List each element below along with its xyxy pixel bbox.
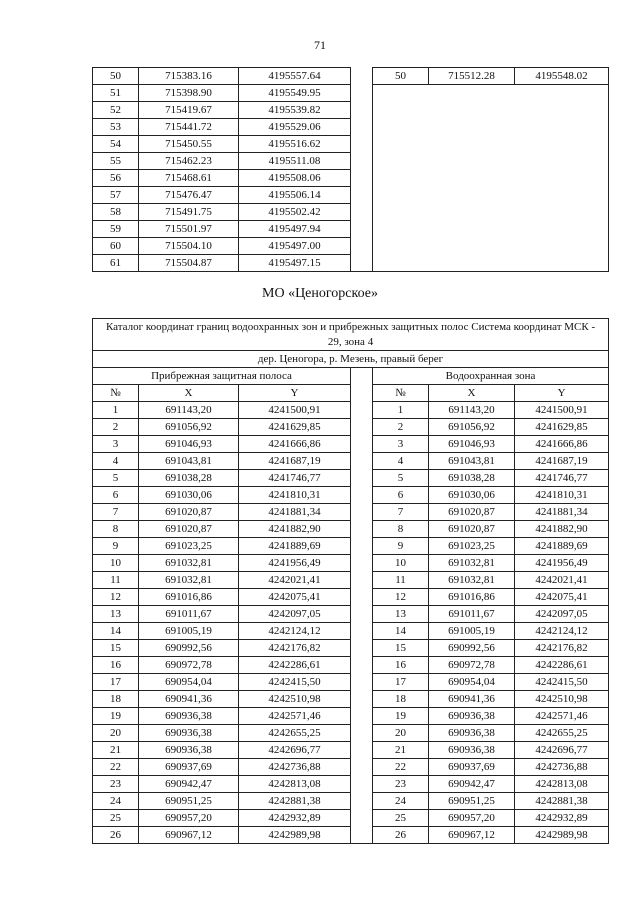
table-row	[93, 589, 609, 606]
left-point-x: 690967,12	[139, 827, 239, 844]
left-point-y: 4242286,61	[239, 657, 351, 674]
right-point-y: 4242813,08	[515, 776, 609, 793]
table-row	[93, 759, 609, 776]
right-header-y: Y	[515, 385, 609, 402]
right-point-y: 4242286,61	[515, 657, 609, 674]
left-point-y: 4242696,77	[239, 742, 351, 759]
table-row	[93, 793, 609, 810]
left-point-num: 4	[93, 453, 139, 470]
right-point-x: 691143,20	[429, 402, 515, 419]
right-point-x: 690936,38	[429, 742, 515, 759]
left-point-num: 53	[93, 119, 139, 136]
left-point-y: 4242813,08	[239, 776, 351, 793]
column-gap	[351, 742, 373, 759]
right-point-num: 13	[373, 606, 429, 623]
column-gap	[351, 759, 373, 776]
table-row	[93, 776, 609, 793]
table-row	[93, 504, 609, 521]
left-point-y: 4195502.42	[239, 204, 351, 221]
right-point-y: 4242075,41	[515, 589, 609, 606]
left-point-x: 690954,04	[139, 674, 239, 691]
right-header-num: №	[373, 385, 429, 402]
left-point-y: 4195516.62	[239, 136, 351, 153]
table-row	[93, 402, 609, 419]
left-point-y: 4241687,19	[239, 453, 351, 470]
right-block-title: Водоохранная зона	[373, 368, 609, 385]
right-point-num: 18	[373, 691, 429, 708]
catalog-location: дер. Ценогора, р. Мезень, правый берег	[93, 351, 609, 368]
left-point-y: 4242124,12	[239, 623, 351, 640]
right-point-num: 3	[373, 436, 429, 453]
column-gap	[351, 470, 373, 487]
left-point-x: 690957,20	[139, 810, 239, 827]
right-point-x: 690942,47	[429, 776, 515, 793]
column-gap	[351, 640, 373, 657]
left-point-num: 50	[93, 68, 139, 85]
column-gap	[351, 606, 373, 623]
left-point-num: 2	[93, 419, 139, 436]
left-point-num: 24	[93, 793, 139, 810]
right-point-num: 9	[373, 538, 429, 555]
table-row	[93, 623, 609, 640]
left-point-num: 8	[93, 521, 139, 538]
left-point-y: 4195497.94	[239, 221, 351, 238]
left-point-y: 4242881,38	[239, 793, 351, 810]
table-row	[93, 68, 609, 85]
left-point-y: 4195497.15	[239, 255, 351, 272]
left-point-num: 60	[93, 238, 139, 255]
left-point-num: 10	[93, 555, 139, 572]
left-point-num: 14	[93, 623, 139, 640]
left-point-x: 691032,81	[139, 572, 239, 589]
left-point-x: 691143,20	[139, 402, 239, 419]
column-gap	[351, 368, 373, 385]
table-row	[93, 810, 609, 827]
left-point-y: 4242097,05	[239, 606, 351, 623]
column-gap	[351, 402, 373, 419]
left-point-y: 4242571,46	[239, 708, 351, 725]
left-point-num: 7	[93, 504, 139, 521]
right-point-num: 23	[373, 776, 429, 793]
left-point-num: 19	[93, 708, 139, 725]
right-point-num: 19	[373, 708, 429, 725]
column-gap	[351, 453, 373, 470]
left-point-x: 690936,38	[139, 708, 239, 725]
left-point-x: 715462.23	[139, 153, 239, 170]
left-point-y: 4241889,69	[239, 538, 351, 555]
left-point-x: 691046,93	[139, 436, 239, 453]
left-point-y: 4242736,88	[239, 759, 351, 776]
right-point-y: 4242655,25	[515, 725, 609, 742]
catalog-caption: Каталог координат границ водоохранных зон и прибрежных защитных полос Система координат МСК - 29, зона 4	[93, 319, 609, 351]
column-gap	[351, 708, 373, 725]
right-point-x: 691011,67	[429, 606, 515, 623]
left-point-y: 4195549.95	[239, 85, 351, 102]
left-point-num: 6	[93, 487, 139, 504]
left-point-num: 11	[93, 572, 139, 589]
table-row	[93, 725, 609, 742]
right-point-num: 20	[373, 725, 429, 742]
top-coordinates-table	[92, 67, 609, 272]
left-point-x: 691011,67	[139, 606, 239, 623]
left-point-x: 715504.10	[139, 238, 239, 255]
table-row	[93, 827, 609, 844]
left-point-num: 51	[93, 85, 139, 102]
right-point-num: 17	[373, 674, 429, 691]
right-point-y: 4241687,19	[515, 453, 609, 470]
left-point-x: 690992,56	[139, 640, 239, 657]
left-point-x: 715504.87	[139, 255, 239, 272]
right-point-x: 690954,04	[429, 674, 515, 691]
left-point-y: 4241666,86	[239, 436, 351, 453]
right-point-x: 691056,92	[429, 419, 515, 436]
left-point-y: 4195539.82	[239, 102, 351, 119]
right-point-x: 690937,69	[429, 759, 515, 776]
right-point-num: 15	[373, 640, 429, 657]
left-point-y: 4242989,98	[239, 827, 351, 844]
empty-block	[373, 85, 609, 272]
right-point-y: 4242021,41	[515, 572, 609, 589]
left-point-x: 690942,47	[139, 776, 239, 793]
left-point-num: 61	[93, 255, 139, 272]
right-point-y: 4241889,69	[515, 538, 609, 555]
left-point-x: 691016,86	[139, 589, 239, 606]
right-point-y: 4242736,88	[515, 759, 609, 776]
left-point-y: 4242510,98	[239, 691, 351, 708]
column-gap	[351, 504, 373, 521]
column-gap	[351, 657, 373, 674]
right-point-y: 4242415,50	[515, 674, 609, 691]
left-point-num: 3	[93, 436, 139, 453]
right-point-x: 691046,93	[429, 436, 515, 453]
left-point-num: 9	[93, 538, 139, 555]
right-point-x: 691030,06	[429, 487, 515, 504]
right-point-x: 690992,56	[429, 640, 515, 657]
column-gap	[351, 68, 373, 85]
right-point-num: 6	[373, 487, 429, 504]
left-point-y: 4241882,90	[239, 521, 351, 538]
column-gap	[351, 623, 373, 640]
right-point-num: 16	[373, 657, 429, 674]
left-point-y: 4242176,82	[239, 640, 351, 657]
table-row	[93, 538, 609, 555]
right-point-y: 4242176,82	[515, 640, 609, 657]
left-point-num: 15	[93, 640, 139, 657]
table-row	[93, 674, 609, 691]
left-point-num: 13	[93, 606, 139, 623]
column-gap	[351, 538, 373, 555]
table-row	[93, 470, 609, 487]
right-point-y: 4242932,89	[515, 810, 609, 827]
right-point-num: 4	[373, 453, 429, 470]
right-point-num: 21	[373, 742, 429, 759]
column-gap	[351, 436, 373, 453]
left-point-y: 4195557.64	[239, 68, 351, 85]
column-gap	[351, 674, 373, 691]
right-point-num: 14	[373, 623, 429, 640]
left-point-num: 55	[93, 153, 139, 170]
left-point-num: 16	[93, 657, 139, 674]
left-point-x: 691023,25	[139, 538, 239, 555]
right-point-y: 4242696,77	[515, 742, 609, 759]
column-gap	[351, 691, 373, 708]
left-point-num: 5	[93, 470, 139, 487]
left-point-y: 4241956,49	[239, 555, 351, 572]
left-point-x: 691020,87	[139, 504, 239, 521]
table-row	[93, 742, 609, 759]
right-point-y: 4241810,31	[515, 487, 609, 504]
left-point-x: 715419.67	[139, 102, 239, 119]
right-point-x: 691023,25	[429, 538, 515, 555]
column-gap	[351, 487, 373, 504]
right-point-y: 4241629,85	[515, 419, 609, 436]
right-point-y: 4242124,12	[515, 623, 609, 640]
right-point-y: 4242510,98	[515, 691, 609, 708]
left-point-y: 4241746,77	[239, 470, 351, 487]
right-point-y: 4241500,91	[515, 402, 609, 419]
right-point-num: 25	[373, 810, 429, 827]
left-point-num: 20	[93, 725, 139, 742]
right-point-num: 26	[373, 827, 429, 844]
right-point-x: 691016,86	[429, 589, 515, 606]
right-point-x: 715512.28	[429, 68, 515, 85]
right-point-y: 4241882,90	[515, 521, 609, 538]
column-gap	[351, 793, 373, 810]
right-point-x: 691043,81	[429, 453, 515, 470]
column-gap	[351, 521, 373, 538]
left-point-y: 4242021,41	[239, 572, 351, 589]
left-point-num: 12	[93, 589, 139, 606]
left-point-x: 690941,36	[139, 691, 239, 708]
left-point-y: 4242075,41	[239, 589, 351, 606]
left-point-num: 17	[93, 674, 139, 691]
column-gap	[351, 776, 373, 793]
column-gap	[351, 555, 373, 572]
left-point-y: 4241810,31	[239, 487, 351, 504]
left-point-num: 54	[93, 136, 139, 153]
left-point-x: 715476.47	[139, 187, 239, 204]
column-gap	[351, 725, 373, 742]
right-point-x: 690941,36	[429, 691, 515, 708]
right-point-num: 5	[373, 470, 429, 487]
column-gap	[351, 572, 373, 589]
left-point-num: 58	[93, 204, 139, 221]
left-point-num: 18	[93, 691, 139, 708]
left-point-y: 4241629,85	[239, 419, 351, 436]
right-header-x: X	[429, 385, 515, 402]
right-point-x: 690972,78	[429, 657, 515, 674]
table-row	[93, 691, 609, 708]
right-point-num: 11	[373, 572, 429, 589]
left-point-x: 715501.97	[139, 221, 239, 238]
table-row	[93, 436, 609, 453]
table-row	[93, 453, 609, 470]
right-point-y: 4242571,46	[515, 708, 609, 725]
table-row	[93, 419, 609, 436]
right-point-num: 50	[373, 68, 429, 85]
right-point-y: 4241956,49	[515, 555, 609, 572]
left-point-num: 21	[93, 742, 139, 759]
left-point-x: 715450.55	[139, 136, 239, 153]
column-gap	[351, 85, 373, 272]
left-header-x: X	[139, 385, 239, 402]
page-number: 71	[314, 38, 326, 52]
right-point-x: 691032,81	[429, 572, 515, 589]
right-point-num: 12	[373, 589, 429, 606]
left-point-num: 57	[93, 187, 139, 204]
left-point-x: 691056,92	[139, 419, 239, 436]
left-point-y: 4242655,25	[239, 725, 351, 742]
right-point-y: 4241666,86	[515, 436, 609, 453]
left-header-y: Y	[239, 385, 351, 402]
left-header-num: №	[93, 385, 139, 402]
table-row	[93, 606, 609, 623]
left-point-x: 691038,28	[139, 470, 239, 487]
right-point-y: 4241881,34	[515, 504, 609, 521]
right-point-x: 690936,38	[429, 725, 515, 742]
left-point-x: 715491.75	[139, 204, 239, 221]
left-point-x: 715383.16	[139, 68, 239, 85]
right-point-num: 8	[373, 521, 429, 538]
table-row	[93, 708, 609, 725]
right-point-x: 690936,38	[429, 708, 515, 725]
table-row	[93, 572, 609, 589]
left-point-x: 691032,81	[139, 555, 239, 572]
left-point-num: 52	[93, 102, 139, 119]
left-point-x: 690951,25	[139, 793, 239, 810]
table-row	[93, 85, 609, 102]
left-point-y: 4195497.00	[239, 238, 351, 255]
table-row	[93, 555, 609, 572]
right-point-x: 691005,19	[429, 623, 515, 640]
right-point-y: 4242989,98	[515, 827, 609, 844]
left-point-x: 691043,81	[139, 453, 239, 470]
left-point-y: 4195529.06	[239, 119, 351, 136]
left-point-num: 1	[93, 402, 139, 419]
right-point-num: 22	[373, 759, 429, 776]
left-point-x: 715398.90	[139, 85, 239, 102]
left-point-x: 690936,38	[139, 725, 239, 742]
left-point-y: 4195508.06	[239, 170, 351, 187]
left-point-num: 23	[93, 776, 139, 793]
right-point-x: 691020,87	[429, 504, 515, 521]
table-row	[93, 521, 609, 538]
left-point-x: 715441.72	[139, 119, 239, 136]
left-point-y: 4195511.08	[239, 153, 351, 170]
right-point-num: 7	[373, 504, 429, 521]
right-point-num: 24	[373, 793, 429, 810]
right-point-num: 10	[373, 555, 429, 572]
right-point-y: 4241746,77	[515, 470, 609, 487]
left-point-y: 4195506.14	[239, 187, 351, 204]
catalog-table	[92, 318, 609, 844]
column-gap	[351, 419, 373, 436]
left-point-x: 690937,69	[139, 759, 239, 776]
left-point-num: 26	[93, 827, 139, 844]
left-point-x: 690972,78	[139, 657, 239, 674]
right-point-x: 691032,81	[429, 555, 515, 572]
left-point-num: 22	[93, 759, 139, 776]
right-point-num: 2	[373, 419, 429, 436]
left-point-x: 691020,87	[139, 521, 239, 538]
right-point-y: 4242881,38	[515, 793, 609, 810]
left-point-y: 4242415,50	[239, 674, 351, 691]
left-point-x: 690936,38	[139, 742, 239, 759]
column-gap	[351, 827, 373, 844]
right-point-x: 691020,87	[429, 521, 515, 538]
right-point-y: 4242097,05	[515, 606, 609, 623]
table-row	[93, 657, 609, 674]
left-point-num: 56	[93, 170, 139, 187]
right-point-x: 690967,12	[429, 827, 515, 844]
column-gap	[351, 810, 373, 827]
column-gap	[351, 385, 373, 402]
left-block-title: Прибрежная защитная полоса	[93, 368, 351, 385]
right-point-x: 690957,20	[429, 810, 515, 827]
right-point-x: 690951,25	[429, 793, 515, 810]
right-point-y: 4195548.02	[515, 68, 609, 85]
left-point-y: 4241500,91	[239, 402, 351, 419]
left-point-x: 715468.61	[139, 170, 239, 187]
left-point-num: 25	[93, 810, 139, 827]
right-point-x: 691038,28	[429, 470, 515, 487]
left-point-num: 59	[93, 221, 139, 238]
left-point-y: 4242932,89	[239, 810, 351, 827]
section-title: МО «Ценогорское»	[262, 286, 378, 301]
column-gap	[351, 589, 373, 606]
table-row	[93, 487, 609, 504]
left-point-x: 691005,19	[139, 623, 239, 640]
table-row	[93, 640, 609, 657]
left-point-y: 4241881,34	[239, 504, 351, 521]
left-point-x: 691030,06	[139, 487, 239, 504]
right-point-num: 1	[373, 402, 429, 419]
